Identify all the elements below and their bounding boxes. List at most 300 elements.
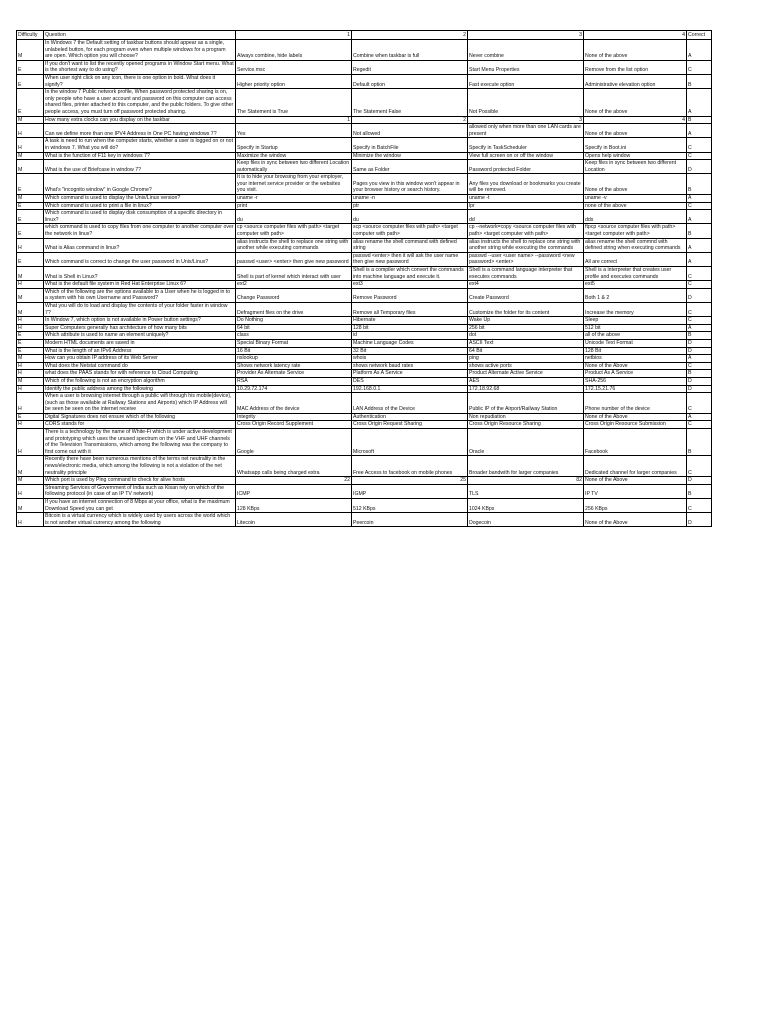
option-2-cell: Free Access to facebook on mobile phones (352, 456, 468, 477)
difficulty-cell: H (17, 138, 44, 152)
option-1-cell: Specify in Startup (236, 138, 352, 152)
header-difficulty: Difficulty (17, 31, 44, 40)
option-2-cell: du (352, 210, 468, 224)
table-row (17, 317, 712, 325)
question-cell: Streaming Services of Government of India such as Kisan rely on which of the following protocol (in case of an IP TV network) (44, 484, 236, 498)
option-1-cell: It is to hide your browsing from your employer, your internet service provider or the websites you visit. (236, 174, 352, 195)
difficulty-cell: H (17, 362, 44, 370)
option-1-cell: alias instructs the shell to replace one string with another while executing commands (236, 238, 352, 252)
question-cell: Bitcoin is a virtual currency which is widely used by users across the world which is not another virtual currency among the following (44, 513, 236, 527)
correct-cell: D (687, 347, 712, 355)
difficulty-cell: M (17, 40, 44, 61)
option-2-cell: whois (352, 355, 468, 363)
option-3-cell: ext4 (468, 281, 584, 289)
table-row (17, 195, 712, 203)
difficulty-cell: H (17, 324, 44, 332)
option-3-cell: Create Password (468, 288, 584, 302)
option-4-cell: 4 (584, 116, 687, 124)
question-cell: What's "incognito window" in Google Chrome? (44, 174, 236, 195)
option-2-cell: Regedit (352, 60, 468, 74)
option-4-cell: Unicode Text Format (584, 339, 687, 347)
difficulty-cell: M (17, 499, 44, 513)
option-3-cell: Start Menu Properties (468, 60, 584, 74)
option-3-cell: Non repudiation (468, 413, 584, 421)
question-cell: In Windows 7 the Default setting of taskbar buttons should appear as a single, unlabeled button, for each program even when multiple windows for a program are open. Which option you will choose? (44, 40, 236, 61)
correct-cell: D (687, 377, 712, 385)
option-3-cell: Public IP of the Airport/Railway Station (468, 393, 584, 414)
question-cell: Recently there have been numerous mentions of the terms net neutrality in the news/electronic media, which among the following is not a violation of the net neutrality principle (44, 456, 236, 477)
difficulty-cell: E (17, 339, 44, 347)
correct-cell: C (687, 302, 712, 316)
question-cell: Which attribute is used to name an element uniquely? (44, 332, 236, 340)
correct-cell: A (687, 89, 712, 116)
option-4-cell: netbios (584, 355, 687, 363)
correct-cell: A (687, 210, 712, 224)
difficulty-cell: H (17, 385, 44, 393)
option-4-cell: Administrative elevation option (584, 74, 687, 88)
option-3-cell: 82 (468, 477, 584, 485)
option-2-cell: 128 bit (352, 324, 468, 332)
correct-cell: C (687, 202, 712, 210)
table-row (17, 332, 712, 340)
option-4-cell: none of the above (584, 202, 687, 210)
option-2-cell: LAN Address of the Device (352, 393, 468, 414)
correct-cell: C (687, 281, 712, 289)
question-cell: Which port is used by Ping command to check for alive hosts (44, 477, 236, 485)
option-3-cell: shows active ports (468, 362, 584, 370)
option-2-cell: ptr (352, 202, 468, 210)
option-4-cell: ext5 (584, 281, 687, 289)
correct-cell: C (687, 267, 712, 281)
option-4-cell: all of the above (584, 332, 687, 340)
option-2-cell: shows network baud rates (352, 362, 468, 370)
option-1-cell: ext2 (236, 281, 352, 289)
option-2-cell: Remove Password (352, 288, 468, 302)
table-row (17, 477, 712, 485)
correct-cell: A (687, 324, 712, 332)
correct-cell: B (687, 332, 712, 340)
option-3-cell: 172.18.92.68 (468, 385, 584, 393)
correct-cell: D (687, 385, 712, 393)
correct-cell: A (687, 124, 712, 138)
option-1-cell: Special Binary Format (236, 339, 352, 347)
option-1-cell: 1 (236, 116, 352, 124)
option-3-cell: dot (468, 332, 584, 340)
option-1-cell: The Statement is True (236, 89, 352, 116)
option-4-cell: None of the above (584, 89, 687, 116)
question-cell: Can we define more than one IPV4 Address in One PC having windows 7? (44, 124, 236, 138)
option-2-cell: 512 KBps (352, 499, 468, 513)
table-row (17, 288, 712, 302)
question-cell: There is a technology by the name of White-Fi which is under active development and prototyping which uses the unused spectrum on the VHF and UHF channels of the Television Transmissions, which among the following was the company to first come out with it (44, 429, 236, 456)
table-row (17, 393, 712, 414)
difficulty-cell: M (17, 152, 44, 160)
correct-cell: A (687, 238, 712, 252)
option-2-cell: Cross Origin Request Sharing (352, 421, 468, 429)
option-2-cell: Same as Folder (352, 160, 468, 174)
table-row (17, 238, 712, 252)
question-cell: What is Shell in Linux? (44, 267, 236, 281)
option-1-cell: Yes (236, 124, 352, 138)
header-question: Question (44, 31, 236, 40)
difficulty-cell: E (17, 224, 44, 238)
option-4-cell: Shell is a interpreter that creates user profile and executes commands (584, 267, 687, 281)
correct-cell: B (687, 174, 712, 195)
table-row (17, 252, 712, 266)
option-1-cell: 128 KBps (236, 499, 352, 513)
difficulty-cell: M (17, 477, 44, 485)
table-row (17, 281, 712, 289)
option-2-cell: Peercoin (352, 513, 468, 527)
option-2-cell: Combine when taskbar is full (352, 40, 468, 61)
option-3-cell: Broader bandwith for larger companies (468, 456, 584, 477)
option-4-cell: None of the above (584, 124, 687, 138)
question-cell: Which of the following are the options available to a User when he is logged in to a system with his own Username and Password? (44, 288, 236, 302)
question-cell: What is the default file system in Red Hat Enterprise Linux 6? (44, 281, 236, 289)
option-4-cell: Dedicated channel for larger companies (584, 456, 687, 477)
option-1-cell: 10.29.72.174 (236, 385, 352, 393)
option-3-cell: Dogecoin (468, 513, 584, 527)
option-2-cell: Not allowed (352, 124, 468, 138)
difficulty-cell: E (17, 413, 44, 421)
option-1-cell: du (236, 210, 352, 224)
question-cell: Modern HTML documents are saved in (44, 339, 236, 347)
option-3-cell: Not Possible (468, 89, 584, 116)
difficulty-cell: M (17, 355, 44, 363)
option-1-cell: class (236, 332, 352, 340)
question-cell: Super Computers generally has architecture of how many bits (44, 324, 236, 332)
option-1-cell: Provider As Alternate Service (236, 370, 352, 378)
option-1-cell: uname -r (236, 195, 352, 203)
difficulty-cell: M (17, 195, 44, 203)
header-option-1: 1 (236, 31, 352, 40)
option-4-cell: 172.15.21.76 (584, 385, 687, 393)
option-4-cell: IP TV (584, 484, 687, 498)
difficulty-cell: E (17, 332, 44, 340)
table-row (17, 347, 712, 355)
correct-cell: A (687, 413, 712, 421)
option-1-cell: ICMP (236, 484, 352, 498)
question-cell: Digital Signatures does not ensure which of the following (44, 413, 236, 421)
table-row (17, 484, 712, 498)
correct-cell: C (687, 60, 712, 74)
difficulty-cell: M (17, 267, 44, 281)
question-cell: What does the Netstat command do (44, 362, 236, 370)
question-sheet-table (16, 30, 712, 527)
option-3-cell: Any files you download or bookmarks you create will be removed. (468, 174, 584, 195)
option-3-cell: View full screen on or off the window (468, 152, 584, 160)
correct-cell: C (687, 499, 712, 513)
option-4-cell: Remove from the list option (584, 60, 687, 74)
option-3-cell: Oracle (468, 429, 584, 456)
header-option-4: 4 (584, 31, 687, 40)
difficulty-cell: M (17, 288, 44, 302)
option-2-cell: 32 Bit (352, 347, 468, 355)
option-3-cell: 256 bit (468, 324, 584, 332)
option-1-cell: RSA (236, 377, 352, 385)
option-4-cell: 256 KBps (584, 499, 687, 513)
option-1-cell: cp <source computer files with path> <target computer with path> (236, 224, 352, 238)
correct-cell: C (687, 317, 712, 325)
correct-cell: A (687, 355, 712, 363)
option-1-cell: Do Nothing (236, 317, 352, 325)
table-row (17, 40, 712, 61)
table-row (17, 138, 712, 152)
difficulty-cell: E (17, 174, 44, 195)
question-cell: If you have an internet connection of 8 Mbps at your office, what is the maximum Download Speed you can get (44, 499, 236, 513)
option-3-cell: Fast execute option (468, 74, 584, 88)
option-3-cell: Shell is a command language interpreter that executes commands (468, 267, 584, 281)
correct-cell: B (687, 370, 712, 378)
option-2-cell: Default option (352, 74, 468, 88)
correct-cell: B (687, 224, 712, 238)
correct-cell: C (687, 138, 712, 152)
table-row (17, 302, 712, 316)
option-3-cell: TLS (468, 484, 584, 498)
correct-cell: B (687, 74, 712, 88)
table-row (17, 421, 712, 429)
option-2-cell: 2 (352, 116, 468, 124)
question-cell: When a user is browsing internet through a public wifi through his mobile(device), (such as those available at Railway Stations and Airports) which IP Address will be seen be seen on the internet receive (44, 393, 236, 414)
option-2-cell: The Statement False (352, 89, 468, 116)
option-1-cell: Maximize the window (236, 152, 352, 160)
question-cell: What is the length of an IPv6 Address (44, 347, 236, 355)
option-1-cell: Integrity (236, 413, 352, 421)
table-row (17, 160, 712, 174)
option-4-cell: 512 bit (584, 324, 687, 332)
difficulty-cell: H (17, 317, 44, 325)
correct-cell: A (687, 195, 712, 203)
option-4-cell: dds (584, 210, 687, 224)
table-row (17, 174, 712, 195)
correct-cell: A (687, 252, 712, 266)
question-cell: What is the function of F11 key in windows 7? (44, 152, 236, 160)
option-1-cell: Google (236, 429, 352, 456)
option-4-cell: None of the Above (584, 477, 687, 485)
question-cell: How many extra clocks can you display on the taskbar (44, 116, 236, 124)
question-cell: Which command is used to print a file in linux? (44, 202, 236, 210)
table-row (17, 370, 712, 378)
table-row (17, 124, 712, 138)
option-2-cell: scp <source computer files with path> <target computer with path> (352, 224, 468, 238)
table-row (17, 385, 712, 393)
option-1-cell: 64 bit (236, 324, 352, 332)
option-4-cell: Sleep (584, 317, 687, 325)
difficulty-cell: E (17, 74, 44, 88)
question-cell: CORS stands for (44, 421, 236, 429)
difficulty-cell: E (17, 202, 44, 210)
option-3-cell: ASCII Text (468, 339, 584, 347)
option-2-cell: alias rename the shell command with defined string (352, 238, 468, 252)
option-3-cell: AES (468, 377, 584, 385)
difficulty-cell: E (17, 347, 44, 355)
correct-cell: C (687, 362, 712, 370)
option-1-cell: Litecoin (236, 513, 352, 527)
table-row (17, 89, 712, 116)
option-2-cell: Minimize the window (352, 152, 468, 160)
option-3-cell: dd (468, 210, 584, 224)
option-4-cell: Increase the memory (584, 302, 687, 316)
option-1-cell: Higher priority option (236, 74, 352, 88)
correct-cell: A (687, 40, 712, 61)
option-4-cell: ftpcp <source computer files with path> <target computer with path> (584, 224, 687, 238)
option-4-cell: Both 1 & 2 (584, 288, 687, 302)
question-cell: Identify the public address among the following (44, 385, 236, 393)
option-3-cell: 3 (468, 116, 584, 124)
correct-cell: D (687, 288, 712, 302)
table-row (17, 324, 712, 332)
question-cell: In the window 7 Public network profile, When password protected sharing is on, only people who have a user account and password on this computer can access shared files, printer attached to this computer, and the public folders. To give other people access, you must turn off password protected sharing. (44, 89, 236, 116)
table-row (17, 60, 712, 74)
option-4-cell: Phone number of the device (584, 393, 687, 414)
correct-cell: B (687, 429, 712, 456)
question-cell: A task is need to run when the computer starts, whether a user is logged on or not in windows 7. What you will do? (44, 138, 236, 152)
option-2-cell: Specify in BatchFile (352, 138, 468, 152)
option-3-cell: Password protected Folder (468, 160, 584, 174)
option-4-cell: 128 Bit (584, 347, 687, 355)
difficulty-cell: H (17, 124, 44, 138)
option-1-cell: Shell is part of kernel which interact with user (236, 267, 352, 281)
table-row (17, 339, 712, 347)
table-row (17, 355, 712, 363)
table-row (17, 456, 712, 477)
option-2-cell: IGMP (352, 484, 468, 498)
table-row (17, 224, 712, 238)
table-row (17, 74, 712, 88)
correct-cell: D (687, 477, 712, 485)
question-cell: In Window 7, which option is not available in Power button settings? (44, 317, 236, 325)
correct-cell: B (687, 116, 712, 124)
header-option-3: 3 (468, 31, 584, 40)
difficulty-cell: H (17, 370, 44, 378)
table-row (17, 202, 712, 210)
header-correct: Correct (687, 31, 712, 40)
option-4-cell: uname -v (584, 195, 687, 203)
option-2-cell: uname -n (352, 195, 468, 203)
table-row (17, 267, 712, 281)
difficulty-cell: H (17, 421, 44, 429)
sheet-body (17, 40, 712, 527)
correct-cell: D (687, 339, 712, 347)
option-1-cell: MAC Address of the device (236, 393, 352, 414)
option-3-cell: Customize the folder for its content (468, 302, 584, 316)
table-row (17, 429, 712, 456)
table-row (17, 499, 712, 513)
option-4-cell: Facebook (584, 429, 687, 456)
option-1-cell: print (236, 202, 352, 210)
difficulty-cell: M (17, 116, 44, 124)
option-4-cell: Product As A Service (584, 370, 687, 378)
option-3-cell: Cross Origin Resource Sharing (468, 421, 584, 429)
option-1-cell: Always combine, hide labels (236, 40, 352, 61)
option-2-cell: passwd <enter> then it will ask the user name then give new password (352, 252, 468, 266)
header-row (17, 31, 712, 40)
option-1-cell: Defragment files on the drive (236, 302, 352, 316)
option-4-cell: alias rename the shell commnd with defined string when executing commands (584, 238, 687, 252)
option-2-cell: id (352, 332, 468, 340)
option-1-cell: Whatsapp calls being charged extra (236, 456, 352, 477)
option-3-cell: Wake Up (468, 317, 584, 325)
correct-cell: D (687, 160, 712, 174)
option-3-cell: cp --network=copy <source computer files with path> <target computer with path> (468, 224, 584, 238)
option-2-cell: Authentication (352, 413, 468, 421)
difficulty-cell: H (17, 484, 44, 498)
question-cell: which command is used to copy files from one computer to another computer over the network in linux? (45, 224, 234, 238)
option-1-cell: nslookup (236, 355, 352, 363)
option-3-cell: allowed only when more than one LAN cards are present (468, 124, 584, 138)
option-4-cell: None of the Above (584, 362, 687, 370)
table-row (17, 152, 712, 160)
option-1-cell: 22 (236, 477, 352, 485)
option-2-cell: ext3 (352, 281, 468, 289)
correct-cell: C (687, 421, 712, 429)
difficulty-cell: M (17, 377, 44, 385)
question-cell: What is the use of Briefcase in window 7? (44, 160, 236, 174)
correct-cell: C (687, 152, 712, 160)
question-cell: What is Alias command in linux? (44, 238, 236, 252)
option-3-cell: Never combine (468, 40, 584, 61)
difficulty-cell: E (17, 252, 44, 266)
table-row (17, 513, 712, 527)
option-2-cell: Microsoft (352, 429, 468, 456)
difficulty-cell: E (17, 60, 44, 74)
option-3-cell: uname -t (468, 195, 584, 203)
difficulty-cell: E (17, 89, 44, 116)
question-cell: If you don't want to list the recently opened programs in Window Start menu. What is the shortest way to do using? (45, 60, 234, 74)
option-4-cell: Keep files in sync between two different Location (584, 160, 687, 174)
option-1-cell: passwd <user> <enter> then give new password (236, 252, 352, 266)
difficulty-cell: H (17, 513, 44, 527)
correct-cell: D (687, 513, 712, 527)
question-cell: What you will do to load and display the contents of your folder faster in window 7? (44, 302, 236, 316)
option-2-cell: 192.168.0.1 (352, 385, 468, 393)
question-cell: Which command is used to display the Unix/Linux version? (44, 195, 236, 203)
difficulty-cell: M (17, 160, 44, 174)
table-row (17, 413, 712, 421)
option-1-cell: Change Password (236, 288, 352, 302)
question-cell: Which command is used to display disk consumption of a specific directory in linux? (44, 210, 236, 224)
difficulty-cell: E (17, 210, 44, 224)
option-4-cell: None of the Above (584, 513, 687, 527)
option-2-cell: DES (352, 377, 468, 385)
option-3-cell: 64 Bit (468, 347, 584, 355)
difficulty-cell: M (17, 456, 44, 477)
option-4-cell: None of the above (584, 174, 687, 195)
option-2-cell: Platform As A Service (352, 370, 468, 378)
option-4-cell: Cross Origin Resource Submission (584, 421, 687, 429)
option-4-cell: All are correct (584, 252, 687, 266)
option-3-cell: alias instructs the shell to replace one string with another string while executing the commands (468, 238, 584, 252)
option-2-cell: Hibernate (352, 317, 468, 325)
header-option-2: 2 (352, 31, 468, 40)
option-2-cell: Shell is a compiler which convert the commands into machine language and execute it. (352, 267, 468, 281)
question-cell: When user right click on any icon, there is one option in bold. What does it signify? (44, 74, 236, 88)
option-3-cell: passwd --user <user name> --password <new password> <enter> (468, 252, 584, 266)
correct-cell: B (687, 484, 712, 498)
correct-cell: C (687, 456, 712, 477)
difficulty-cell: H (17, 429, 44, 456)
option-3-cell: ping (468, 355, 584, 363)
option-2-cell: Remove all Temporary files (352, 302, 468, 316)
option-4-cell: SHA-256 (584, 377, 687, 385)
question-cell: what does the PAAS stands for with reference to Cloud Computing (44, 370, 236, 378)
option-4-cell: None of the Above (584, 413, 687, 421)
table-row (17, 377, 712, 385)
option-1-cell: Service.msc (236, 60, 352, 74)
question-cell: Which command is correct to change the user password in Unix/Linux? (44, 252, 236, 266)
option-2-cell: 25 (352, 477, 468, 485)
table-row (17, 210, 712, 224)
